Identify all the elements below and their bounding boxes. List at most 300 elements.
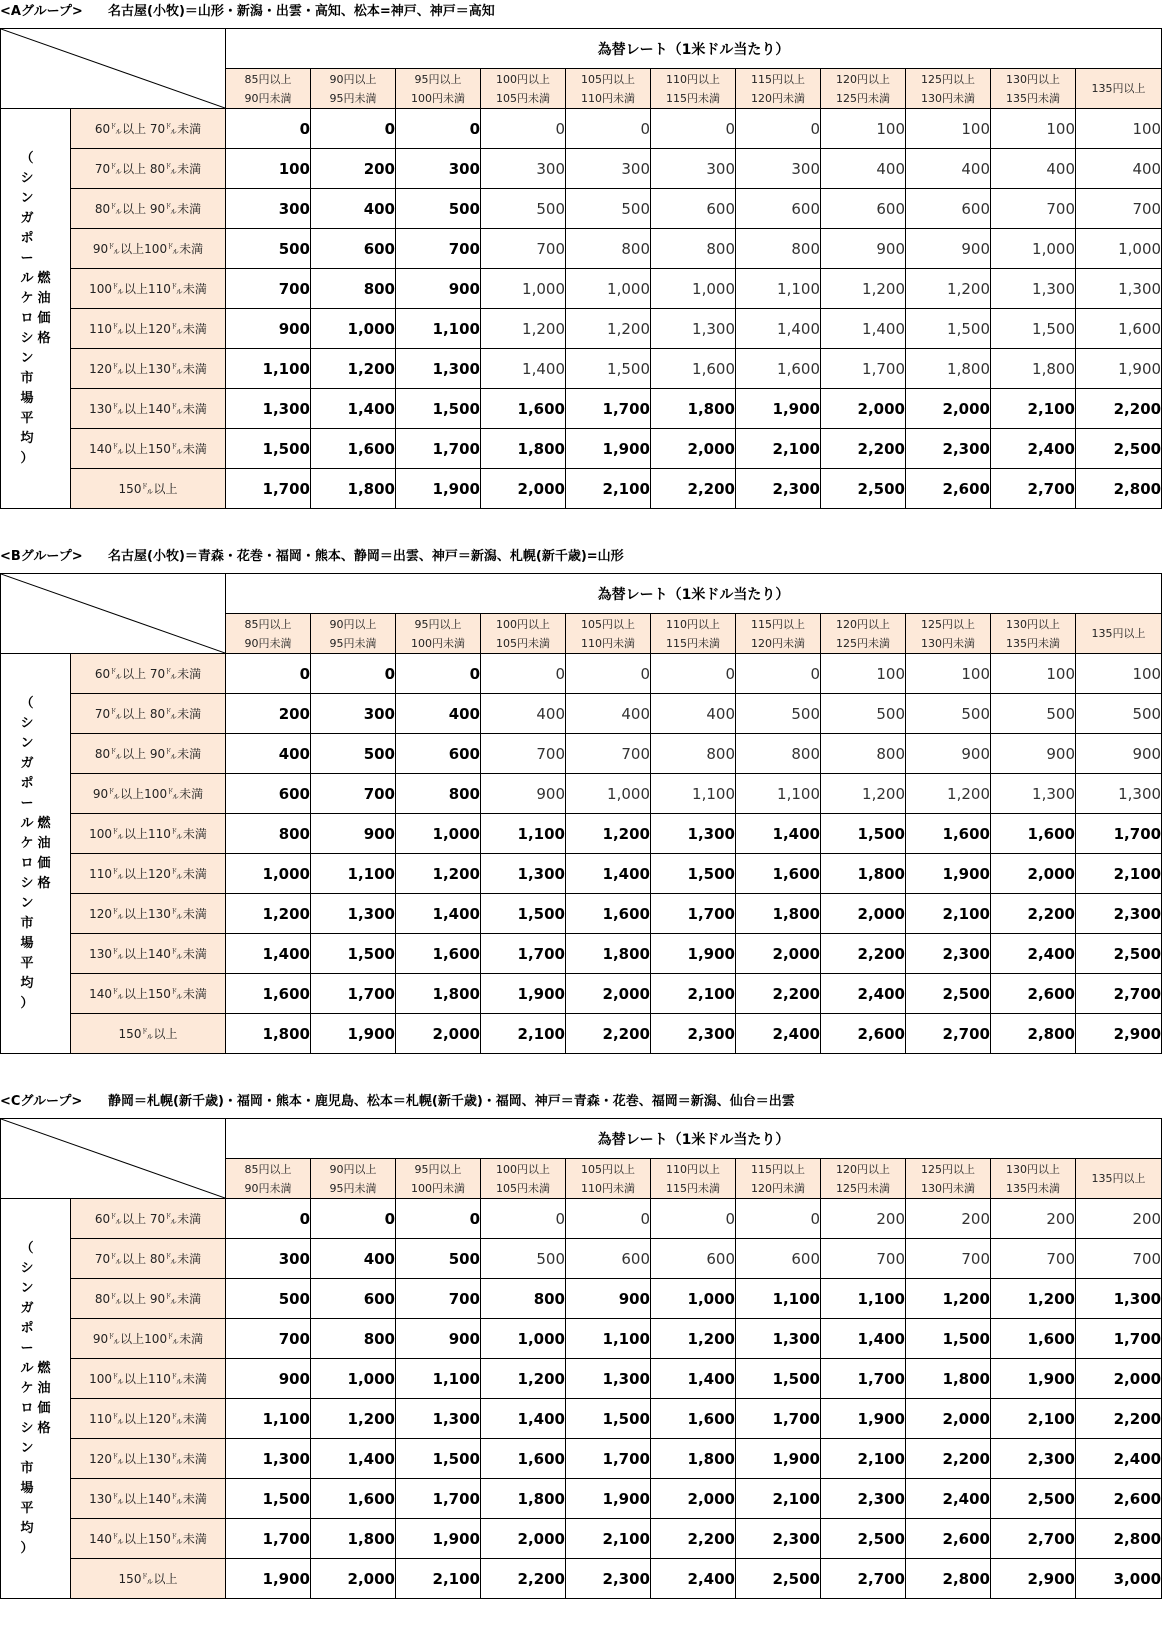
surcharge-value: 1,800 <box>906 1359 991 1399</box>
rate-range-min: 95円以上 <box>414 1162 462 1176</box>
surcharge-value: 500 <box>906 694 991 734</box>
surcharge-value: 300 <box>481 149 566 189</box>
rate-range-header <box>821 1159 906 1199</box>
rate-range-min: 105円以上 <box>581 1162 635 1176</box>
rate-range-header <box>991 69 1076 109</box>
surcharge-value: 1,500 <box>481 894 566 934</box>
surcharge-table <box>0 573 1162 1054</box>
side-label-char: ー <box>20 250 34 266</box>
rate-range-max: 115円未満 <box>666 91 720 105</box>
side-label-char: シ <box>20 715 34 731</box>
rate-range-min: 110円以上 <box>666 72 720 86</box>
fuel-price-range: 100㌦以上110㌦未満 <box>71 814 226 854</box>
surcharge-value: 0 <box>566 109 651 149</box>
surcharge-value: 1,300 <box>396 349 481 389</box>
surcharge-value: 2,600 <box>906 1519 991 1559</box>
group-routes: 名古屋(小牧)＝青森・花巻・福岡・熊本、静岡＝出雲、神戸＝新潟、札幌(新千歳)=山形 <box>108 549 624 564</box>
rate-range-max: 105円未満 <box>496 1181 550 1195</box>
rate-range-min: 115円以上 <box>751 617 805 631</box>
surcharge-table <box>0 28 1162 509</box>
table-row <box>1 814 1162 854</box>
surcharge-value: 500 <box>396 189 481 229</box>
rate-range-header <box>481 614 566 654</box>
diagonal-line <box>1 29 225 108</box>
rate-range-max: 120円未満 <box>751 1181 805 1195</box>
surcharge-value: 1,400 <box>821 309 906 349</box>
surcharge-value: 700 <box>226 1319 311 1359</box>
table-row <box>1 1559 1162 1599</box>
surcharge-value: 1,000 <box>651 1279 736 1319</box>
table-row <box>1 429 1162 469</box>
surcharge-value: 2,000 <box>991 854 1076 894</box>
side-label-char: ポ <box>20 230 34 246</box>
surcharge-value: 700 <box>991 189 1076 229</box>
fuel-price-side-label <box>1 654 71 1054</box>
side-label-char: 燃 <box>37 270 51 286</box>
fuel-price-range: 80㌦以上 90㌦未満 <box>71 189 226 229</box>
surcharge-value: 2,500 <box>736 1559 821 1599</box>
surcharge-value: 1,900 <box>1076 349 1162 389</box>
table-row <box>1 189 1162 229</box>
surcharge-value: 1,800 <box>481 429 566 469</box>
fuel-price-range: 60㌦以上 70㌦未満 <box>71 654 226 694</box>
fuel-price-range: 60㌦以上 70㌦未満 <box>71 1199 226 1239</box>
surcharge-value: 1,500 <box>311 934 396 974</box>
surcharge-value: 2,200 <box>1076 389 1162 429</box>
side-label-char: 燃 <box>37 815 51 831</box>
surcharge-value: 1,100 <box>736 269 821 309</box>
surcharge-value: 2,100 <box>906 894 991 934</box>
surcharge-value: 600 <box>736 189 821 229</box>
surcharge-value: 900 <box>311 814 396 854</box>
surcharge-value: 1,600 <box>651 349 736 389</box>
table-row <box>1 694 1162 734</box>
surcharge-value: 600 <box>821 189 906 229</box>
side-label-char: ロ <box>20 855 34 871</box>
surcharge-value: 2,600 <box>1076 1479 1162 1519</box>
surcharge-value: 2,600 <box>821 1014 906 1054</box>
rate-range-header <box>821 614 906 654</box>
fuel-price-range: 150㌦以上 <box>71 1559 226 1599</box>
rate-range-header <box>1076 1159 1162 1199</box>
surcharge-value: 1,400 <box>736 814 821 854</box>
surcharge-value: 2,200 <box>906 1439 991 1479</box>
surcharge-value: 1,100 <box>396 1359 481 1399</box>
side-label-char: 場 <box>20 390 34 406</box>
surcharge-value: 300 <box>226 1239 311 1279</box>
table-row <box>1 734 1162 774</box>
rate-range-min: 125円以上 <box>921 1162 975 1176</box>
side-label-char: 市 <box>20 370 34 386</box>
surcharge-value: 1,100 <box>821 1279 906 1319</box>
surcharge-value: 1,500 <box>566 1399 651 1439</box>
surcharge-value: 600 <box>226 774 311 814</box>
rate-range-header <box>311 614 396 654</box>
surcharge-value: 700 <box>906 1239 991 1279</box>
rate-range-max: 125円未満 <box>836 636 890 650</box>
surcharge-value: 1,700 <box>1076 1319 1162 1359</box>
surcharge-value: 1,700 <box>311 974 396 1014</box>
surcharge-value: 1,700 <box>396 429 481 469</box>
diagonal-line <box>1 1119 225 1198</box>
side-label-char: 油 <box>37 290 51 306</box>
surcharge-value: 700 <box>311 774 396 814</box>
group-routes: 静岡＝札幌(新千歳)・福岡・熊本・鹿児島、松本＝札幌(新千歳)・福岡、神戸＝青森・花巻、福岡＝新潟、仙台＝出雲 <box>108 1094 795 1109</box>
rate-range-min: 130円以上 <box>1006 1162 1060 1176</box>
surcharge-value: 0 <box>566 1199 651 1239</box>
surcharge-value: 1,600 <box>566 894 651 934</box>
side-label-char: （ <box>20 695 34 711</box>
rate-range-min: 120円以上 <box>836 1162 890 1176</box>
surcharge-value: 2,300 <box>821 1479 906 1519</box>
surcharge-value: 1,100 <box>226 1399 311 1439</box>
surcharge-value: 1,300 <box>396 1399 481 1439</box>
surcharge-value: 2,400 <box>651 1559 736 1599</box>
surcharge-value: 100 <box>991 654 1076 694</box>
rate-range-max: 105円未満 <box>496 636 550 650</box>
fuel-price-range: 70㌦以上 80㌦未満 <box>71 1239 226 1279</box>
side-label-char: ル <box>20 815 34 831</box>
table-row <box>1 974 1162 1014</box>
rate-range-max: 100円未満 <box>411 636 465 650</box>
surcharge-value: 900 <box>396 1319 481 1359</box>
rate-range-min: 95円以上 <box>414 72 462 86</box>
surcharge-value: 2,500 <box>821 469 906 509</box>
table-row <box>1 309 1162 349</box>
side-label-char: 燃 <box>37 1360 51 1376</box>
fuel-price-range: 90㌦以上100㌦未満 <box>71 229 226 269</box>
table-row <box>1 934 1162 974</box>
surcharge-value: 100 <box>1076 654 1162 694</box>
surcharge-value: 1,600 <box>481 1439 566 1479</box>
rate-range-header <box>651 614 736 654</box>
table-row <box>1 389 1162 429</box>
surcharge-value: 1,400 <box>481 349 566 389</box>
surcharge-value: 500 <box>736 694 821 734</box>
surcharge-value: 2,100 <box>396 1559 481 1599</box>
table-row <box>1 774 1162 814</box>
surcharge-value: 1,600 <box>651 1399 736 1439</box>
side-label-char: ロ <box>20 310 34 326</box>
surcharge-value: 2,300 <box>906 934 991 974</box>
table-row <box>1 1239 1162 1279</box>
surcharge-value: 1,600 <box>736 854 821 894</box>
surcharge-value: 600 <box>311 229 396 269</box>
surcharge-value: 1,500 <box>226 429 311 469</box>
surcharge-value: 1,000 <box>396 814 481 854</box>
surcharge-value: 0 <box>311 654 396 694</box>
surcharge-value: 400 <box>566 694 651 734</box>
surcharge-value: 1,500 <box>226 1479 311 1519</box>
diagonal-corner-cell <box>1 1119 226 1199</box>
fuel-price-range: 100㌦以上110㌦未満 <box>71 269 226 309</box>
surcharge-value: 1,500 <box>651 854 736 894</box>
surcharge-value: 400 <box>226 734 311 774</box>
surcharge-value: 400 <box>311 189 396 229</box>
surcharge-value: 2,100 <box>481 1014 566 1054</box>
surcharge-value: 2,000 <box>736 934 821 974</box>
surcharge-value: 0 <box>651 1199 736 1239</box>
surcharge-value: 2,700 <box>991 469 1076 509</box>
surcharge-value: 1,600 <box>991 1319 1076 1359</box>
surcharge-value: 1,100 <box>311 854 396 894</box>
surcharge-value: 2,100 <box>736 429 821 469</box>
surcharge-value: 900 <box>226 309 311 349</box>
side-label-char: ガ <box>20 210 34 226</box>
side-label-char: 均 <box>20 975 34 991</box>
surcharge-value: 2,000 <box>566 974 651 1014</box>
side-label-char: ） <box>20 450 34 466</box>
rate-range-min: 95円以上 <box>414 617 462 631</box>
table-row <box>1 854 1162 894</box>
surcharge-value: 1,000 <box>311 1359 396 1399</box>
table-row <box>1 1519 1162 1559</box>
surcharge-value: 1,300 <box>736 1319 821 1359</box>
surcharge-value: 1,000 <box>1076 229 1162 269</box>
surcharge-value: 1,700 <box>566 389 651 429</box>
rate-range-header <box>226 1159 311 1199</box>
rate-range-min: 125円以上 <box>921 72 975 86</box>
rate-range-min: 90円以上 <box>329 72 377 86</box>
rate-range-max: 125円未満 <box>836 1181 890 1195</box>
surcharge-value: 2,600 <box>906 469 991 509</box>
surcharge-value: 600 <box>311 1279 396 1319</box>
side-label-char: シ <box>20 330 34 346</box>
surcharge-value: 0 <box>566 654 651 694</box>
surcharge-value: 1,800 <box>651 1439 736 1479</box>
side-label-char: ケ <box>20 290 34 306</box>
surcharge-value: 1,900 <box>651 934 736 974</box>
surcharge-value: 300 <box>226 189 311 229</box>
group-label: <Bグループ> <box>0 549 83 564</box>
surcharge-value: 1,600 <box>481 389 566 429</box>
surcharge-value: 2,000 <box>906 389 991 429</box>
fuel-price-range: 120㌦以上130㌦未満 <box>71 1439 226 1479</box>
rate-range-header <box>991 614 1076 654</box>
surcharge-value: 300 <box>651 149 736 189</box>
surcharge-value: 1,400 <box>481 1399 566 1439</box>
fuel-price-range: 60㌦以上 70㌦未満 <box>71 109 226 149</box>
surcharge-value: 700 <box>1076 189 1162 229</box>
surcharge-value: 2,000 <box>311 1559 396 1599</box>
surcharge-value: 1,800 <box>651 389 736 429</box>
surcharge-value: 600 <box>566 1239 651 1279</box>
surcharge-value: 1,100 <box>651 774 736 814</box>
surcharge-value: 1,600 <box>226 974 311 1014</box>
surcharge-value: 900 <box>906 734 991 774</box>
surcharge-value: 2,500 <box>1076 429 1162 469</box>
surcharge-value: 1,900 <box>396 1519 481 1559</box>
surcharge-value: 700 <box>481 734 566 774</box>
surcharge-value: 2,600 <box>991 974 1076 1014</box>
surcharge-value: 800 <box>481 1279 566 1319</box>
surcharge-value: 2,100 <box>991 389 1076 429</box>
rate-range-min: 90円以上 <box>329 1162 377 1176</box>
side-label-char: ン <box>20 735 34 751</box>
surcharge-value: 1,300 <box>226 389 311 429</box>
surcharge-value: 2,700 <box>1076 974 1162 1014</box>
rate-range-header <box>906 69 991 109</box>
side-label-inner <box>38 269 51 349</box>
surcharge-value: 2,400 <box>736 1014 821 1054</box>
surcharge-value: 0 <box>481 1199 566 1239</box>
surcharge-value: 1,200 <box>226 894 311 934</box>
surcharge-value: 600 <box>651 1239 736 1279</box>
rate-range-header <box>481 1159 566 1199</box>
surcharge-value: 1,700 <box>821 349 906 389</box>
surcharge-value: 500 <box>821 694 906 734</box>
rate-range-max: 100円未満 <box>411 1181 465 1195</box>
rate-range-max: 90円未満 <box>244 1181 292 1195</box>
side-label-char: ケ <box>20 1380 34 1396</box>
surcharge-value: 800 <box>651 734 736 774</box>
side-label-char: （ <box>20 1240 34 1256</box>
surcharge-value: 1,500 <box>396 1439 481 1479</box>
rate-range-min: 135円以上 <box>1091 82 1146 95</box>
surcharge-value: 1,100 <box>481 814 566 854</box>
surcharge-value: 0 <box>481 109 566 149</box>
surcharge-value: 1,700 <box>396 1479 481 1519</box>
side-label-char: ポ <box>20 775 34 791</box>
table-row <box>1 654 1162 694</box>
surcharge-value: 2,200 <box>821 934 906 974</box>
surcharge-value: 1,500 <box>906 1319 991 1359</box>
surcharge-value: 0 <box>226 654 311 694</box>
surcharge-value: 1,700 <box>736 1399 821 1439</box>
surcharge-value: 2,300 <box>906 429 991 469</box>
rate-range-header <box>906 1159 991 1199</box>
rate-range-min: 85円以上 <box>244 1162 292 1176</box>
surcharge-value: 1,500 <box>736 1359 821 1399</box>
surcharge-value: 1,900 <box>906 854 991 894</box>
side-label-char: ル <box>20 270 34 286</box>
surcharge-value: 100 <box>821 109 906 149</box>
fuel-price-range: 140㌦以上150㌦未満 <box>71 429 226 469</box>
surcharge-value: 1,800 <box>396 974 481 1014</box>
surcharge-value: 2,900 <box>1076 1014 1162 1054</box>
surcharge-value: 2,000 <box>651 429 736 469</box>
surcharge-value: 500 <box>481 189 566 229</box>
surcharge-value: 2,100 <box>566 469 651 509</box>
surcharge-value: 1,900 <box>736 389 821 429</box>
surcharge-value: 2,000 <box>1076 1359 1162 1399</box>
surcharge-value: 200 <box>906 1199 991 1239</box>
surcharge-value: 700 <box>1076 1239 1162 1279</box>
surcharge-value: 2,300 <box>736 469 821 509</box>
rate-range-header <box>396 614 481 654</box>
rate-range-min: 130円以上 <box>1006 617 1060 631</box>
surcharge-value: 600 <box>736 1239 821 1279</box>
surcharge-value: 1,600 <box>311 1479 396 1519</box>
surcharge-value: 400 <box>821 149 906 189</box>
surcharge-value: 2,100 <box>821 1439 906 1479</box>
rate-range-min: 100円以上 <box>496 1162 550 1176</box>
rate-range-max: 130円未満 <box>921 636 975 650</box>
surcharge-value: 500 <box>396 1239 481 1279</box>
rate-range-header <box>226 614 311 654</box>
surcharge-value: 2,000 <box>821 389 906 429</box>
rate-range-max: 95円未満 <box>329 1181 377 1195</box>
table-row <box>1 1319 1162 1359</box>
surcharge-value: 1,300 <box>1076 1279 1162 1319</box>
surcharge-value: 1,900 <box>311 1014 396 1054</box>
surcharge-value: 500 <box>481 1239 566 1279</box>
exchange-rate-title: 為替レート（1米ドル当たり） <box>226 1119 1162 1159</box>
side-label-char: ケ <box>20 835 34 851</box>
surcharge-value: 2,300 <box>651 1014 736 1054</box>
surcharge-value: 200 <box>226 694 311 734</box>
surcharge-value: 2,300 <box>991 1439 1076 1479</box>
surcharge-value: 700 <box>226 269 311 309</box>
rate-range-header <box>991 1159 1076 1199</box>
fuel-price-range: 80㌦以上 90㌦未満 <box>71 734 226 774</box>
side-label-char: 価 <box>37 310 51 326</box>
surcharge-value: 900 <box>1076 734 1162 774</box>
surcharge-value: 800 <box>396 774 481 814</box>
rate-range-header <box>566 1159 651 1199</box>
rate-range-max: 90円未満 <box>244 636 292 650</box>
surcharge-value: 0 <box>396 109 481 149</box>
surcharge-value: 2,300 <box>736 1519 821 1559</box>
surcharge-value: 400 <box>311 1239 396 1279</box>
rate-range-header <box>1076 69 1162 109</box>
surcharge-value: 2,000 <box>396 1014 481 1054</box>
surcharge-value: 1,900 <box>736 1439 821 1479</box>
table-row <box>1 1199 1162 1239</box>
surcharge-value: 1,300 <box>1076 774 1162 814</box>
table-row <box>1 269 1162 309</box>
surcharge-value: 1,900 <box>481 974 566 1014</box>
surcharge-value: 2,300 <box>566 1559 651 1599</box>
surcharge-value: 2,000 <box>481 1519 566 1559</box>
surcharge-value: 1,300 <box>226 1439 311 1479</box>
rate-range-max: 135円未満 <box>1006 1181 1060 1195</box>
side-label-char: ル <box>20 1360 34 1376</box>
surcharge-value: 0 <box>651 109 736 149</box>
surcharge-value: 1,000 <box>991 229 1076 269</box>
surcharge-value: 2,700 <box>906 1014 991 1054</box>
surcharge-value: 600 <box>906 189 991 229</box>
surcharge-value: 2,200 <box>736 974 821 1014</box>
rate-range-max: 115円未満 <box>666 1181 720 1195</box>
side-label-inner <box>38 1359 51 1439</box>
surcharge-value: 1,300 <box>481 854 566 894</box>
surcharge-value: 2,200 <box>821 429 906 469</box>
surcharge-value: 1,500 <box>566 349 651 389</box>
surcharge-value: 900 <box>991 734 1076 774</box>
surcharge-value: 2,900 <box>991 1559 1076 1599</box>
surcharge-value: 1,200 <box>566 309 651 349</box>
surcharge-value: 2,200 <box>651 469 736 509</box>
surcharge-value: 500 <box>226 229 311 269</box>
fuel-price-range: 80㌦以上 90㌦未満 <box>71 1279 226 1319</box>
rate-range-header <box>736 69 821 109</box>
surcharge-value: 1,200 <box>396 854 481 894</box>
table-row <box>1 349 1162 389</box>
rate-range-max: 125円未満 <box>836 91 890 105</box>
rate-range-min: 105円以上 <box>581 72 635 86</box>
side-label-char: ） <box>20 995 34 1011</box>
fuel-price-range: 110㌦以上120㌦未満 <box>71 309 226 349</box>
surcharge-value: 1,700 <box>651 894 736 934</box>
surcharge-value: 0 <box>736 1199 821 1239</box>
surcharge-value: 0 <box>736 109 821 149</box>
surcharge-value: 1,800 <box>226 1014 311 1054</box>
surcharge-value: 700 <box>991 1239 1076 1279</box>
group-label: <Aグループ> <box>0 4 83 19</box>
fuel-price-range: 70㌦以上 80㌦未満 <box>71 694 226 734</box>
fuel-price-side-label <box>1 109 71 509</box>
